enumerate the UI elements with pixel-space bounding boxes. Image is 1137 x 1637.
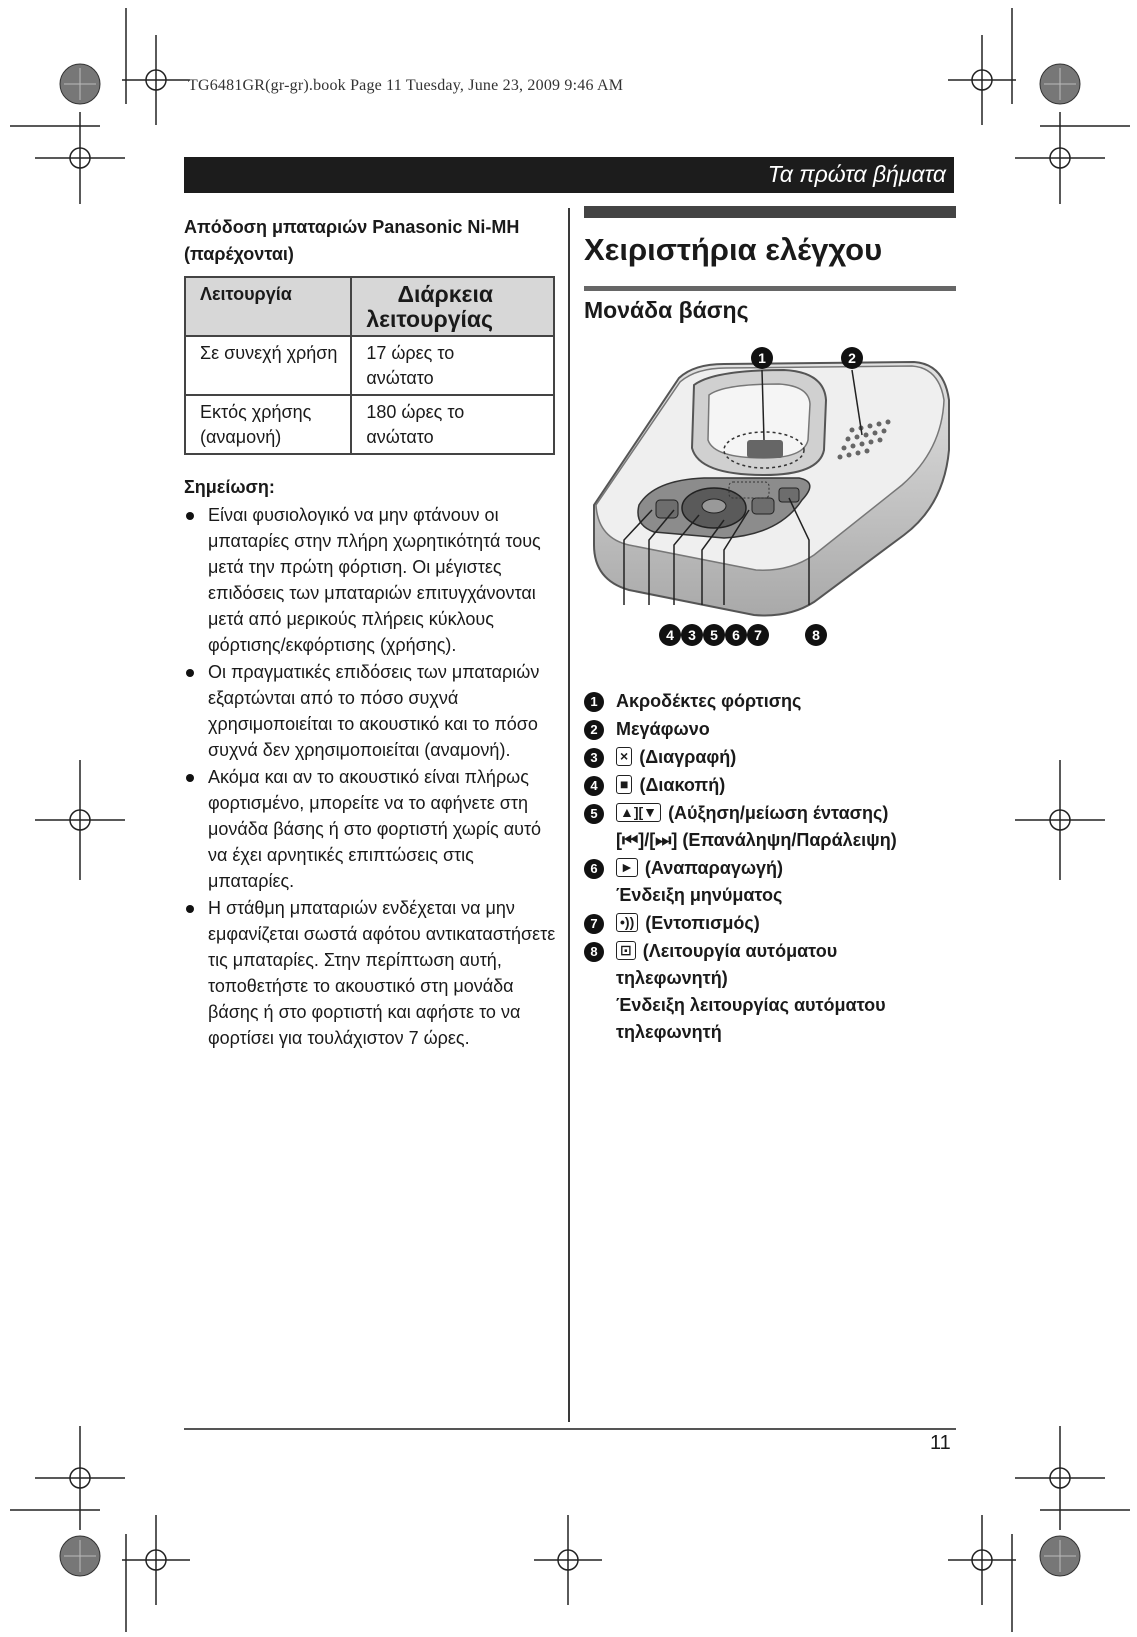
right-column (584, 206, 956, 324)
base-unit-illustration (584, 340, 964, 660)
footer-rule (184, 1428, 956, 1430)
svg-text:5: 5 (710, 627, 718, 643)
answering-machine-key-icon: ⊡ (616, 941, 636, 960)
list-item: Ακόμα και αν το ακουστικό είναι πλήρως φορτισμένο, μπορείτε να το αφήνετε στη μονάδα βάσης ή στο φορτιστή χωρίς αυτό να έχει αρνητικές επιπτώσεις στις μπαταρίες. (184, 764, 556, 894)
stop-key-icon: ■ (616, 775, 632, 794)
callout-number: 1 (584, 692, 604, 712)
table-row (185, 336, 554, 395)
table-header-mode: Λειτουργία (185, 277, 351, 336)
column-divider (568, 208, 570, 1422)
play-key-icon: ► (616, 858, 638, 877)
heading-rule (584, 206, 956, 218)
svg-text:1: 1 (758, 350, 766, 366)
list-item: Η στάθμη μπαταριών ενδέχεται να μην εμφανίζεται σωστά αφότου αντικαταστήσετε τις μπαταρίες. Στην περίπτωση αυτή, τοποθετήστε το ακουστικό στη μονάδα βάσης ή στο φορτιστή και αφήστε το να φορτίσει για τουλάχιστον 7 ώρες. (184, 895, 556, 1051)
controls-subtitle: Μονάδα βάσης (584, 297, 749, 323)
list-item: 2 Μεγάφωνο (584, 716, 964, 743)
list-item: Είναι φυσιολογικό να μην φτάνουν οι μπαταρίες στην πλήρη χωρητικότητά τους μετά την πρώτη φόρτιση. Οι μέγιστες επιδόσεις των μπαταριών επιτυγχάνονται μετά από μερικούς πλήρεις κύκλους φόρτισης/εκφόρτισης (χρήσης). (184, 502, 556, 658)
section-title: Τα πρώτα βήματα (767, 161, 946, 187)
callout-number: 5 (584, 804, 604, 824)
list-item: 6 ► (Αναπαραγωγή) Ένδειξη μηνύματος (584, 855, 964, 909)
table-cell-mode: Σε συνεχή χρήση (185, 336, 351, 395)
battery-heading: Απόδοση μπαταριών Panasonic Ni-MH (παρέχονται) (184, 217, 520, 264)
note-list (184, 502, 556, 1051)
locator-key-icon: •)) (616, 913, 638, 932)
list-item: 5 ▲][▼ (Αύξηση/μείωση έντασης) [⏮]/[⏭] (Επανάληψη/Παράλειψη) (584, 800, 964, 854)
table-header-duration: Διάρκεια λειτουργίας (351, 277, 554, 336)
section-band (184, 157, 954, 193)
table-row (185, 395, 554, 454)
callout-number: 2 (584, 720, 604, 740)
print-header: TG6481GR(gr-gr).book Page 11 Tuesday, June 23, 2009 9:46 AM (188, 77, 624, 94)
svg-text:6: 6 (732, 627, 740, 643)
erase-key-icon: × (616, 747, 632, 766)
callout-number: 7 (584, 914, 604, 934)
table-header-row (185, 277, 554, 336)
list-item: 3 × (Διαγραφή) (584, 744, 964, 771)
list-item: 1 Ακροδέκτες φόρτισης (584, 688, 964, 715)
list-item: Οι πραγματικές επιδόσεις των μπαταριών εξαρτώνται από το πόσο συχνά χρησιμοποιείται το ακουστικό και το πόσο συχνά δεν χρησιμοποιείται (αναμονή). (184, 659, 556, 763)
svg-text:8: 8 (812, 627, 820, 643)
page-number: 11 (930, 1432, 951, 1454)
controls-legend (584, 688, 964, 1047)
svg-text:3: 3 (688, 627, 696, 643)
table-cell-duration: 17 ώρες το ανώτατο (351, 336, 554, 395)
controls-title: Χειριστήρια ελέγχου (584, 232, 883, 267)
note-heading: Σημείωση: (184, 477, 275, 497)
subheading-rule (584, 286, 956, 291)
callout-number: 3 (584, 748, 604, 768)
left-column (184, 214, 556, 1052)
callout-number: 4 (584, 776, 604, 796)
callout-number: 8 (584, 942, 604, 962)
callout-number: 6 (584, 859, 604, 879)
list-item: 4 ■ (Διακοπή) (584, 772, 964, 799)
svg-text:4: 4 (666, 627, 674, 643)
battery-table (184, 276, 555, 455)
callout-bottom (659, 624, 827, 646)
list-item: 8 ⊡ (Λειτουργία αυτόματου τηλεφωνητή) Ένδειξη λειτουργίας αυτόματου τηλεφωνητή (584, 938, 964, 1046)
svg-text:2: 2 (848, 350, 856, 366)
table-cell-mode: Εκτός χρήσης (αναμονή) (185, 395, 351, 454)
svg-text:7: 7 (754, 627, 762, 643)
volume-key-icon: ▲][▼ (616, 803, 661, 822)
list-item: 7 •)) (Εντοπισμός) (584, 910, 964, 937)
table-cell-duration: 180 ώρες το ανώτατο (351, 395, 554, 454)
